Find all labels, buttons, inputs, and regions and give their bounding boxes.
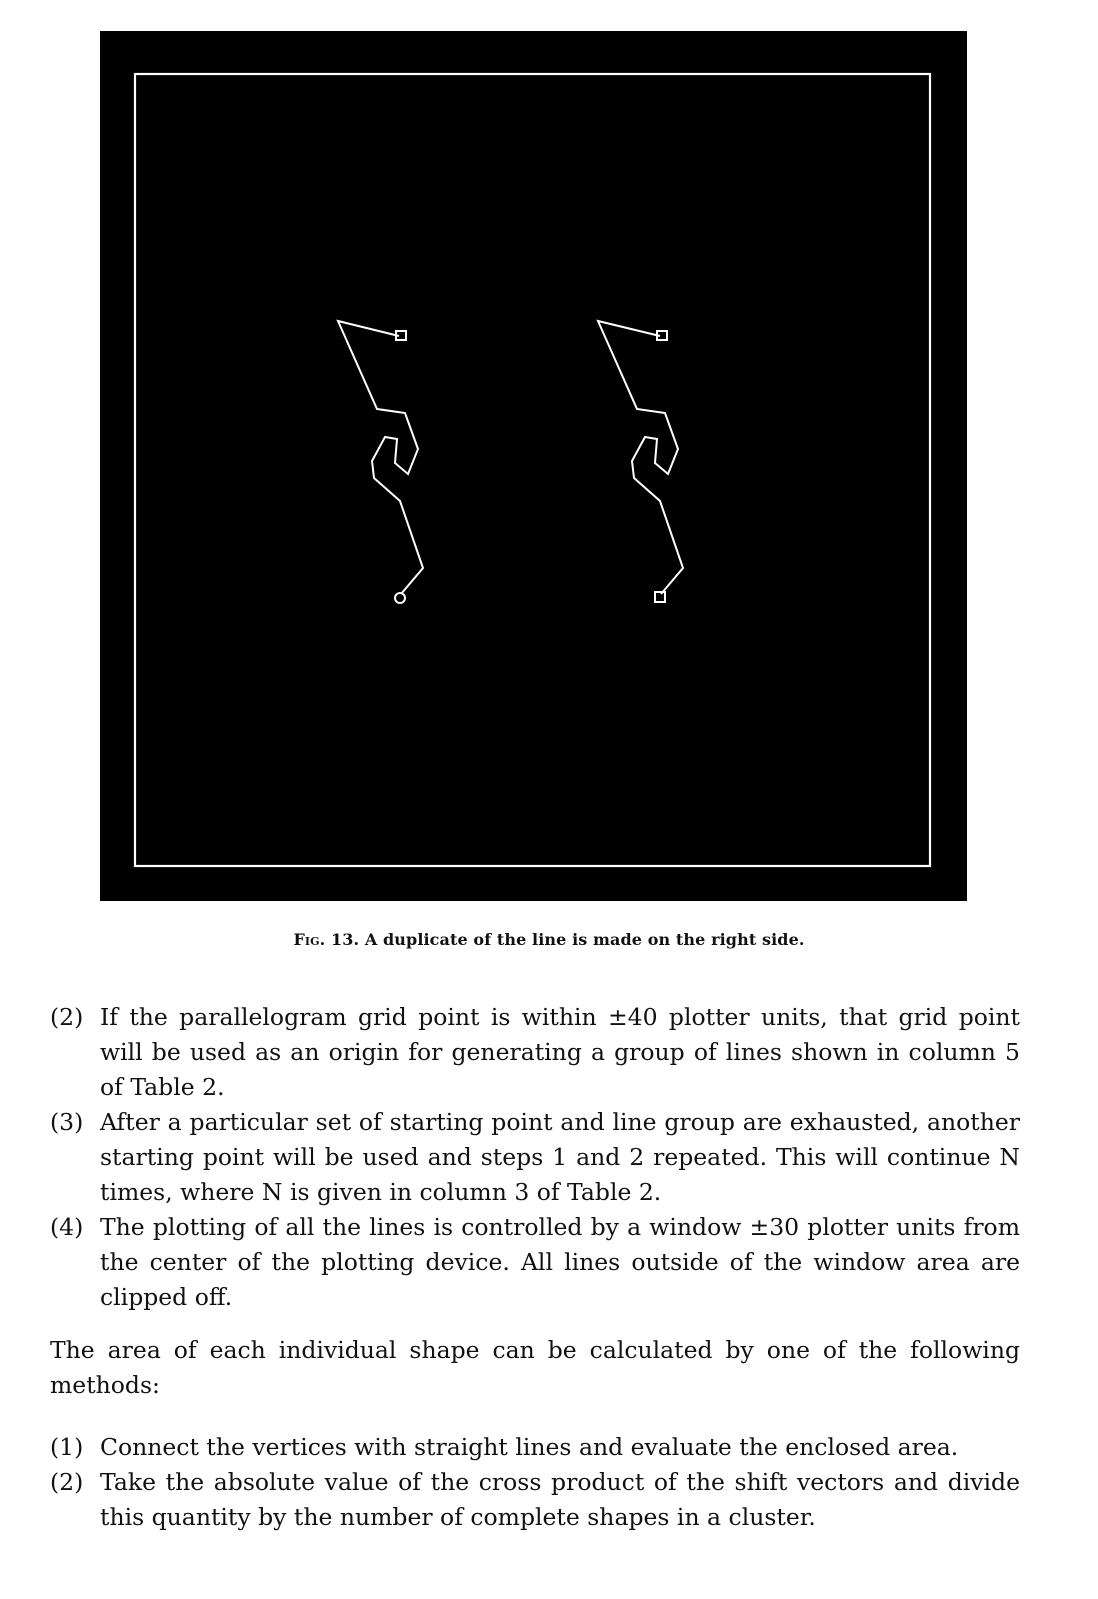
figure-label: Fig. 13. <box>293 930 360 949</box>
original-line-path <box>338 321 423 594</box>
list-item <box>50 1465 1020 1535</box>
area-paragraph: The area of each individual shape can be calculated by one of the following methods: <box>50 1336 1020 1399</box>
step-text: The plotting of all the lines is controlled by a window ±30 plotter units from the center of the plotting device. All lines outside of the window area are clipped off. <box>100 1213 1020 1311</box>
original-end-marker <box>395 593 405 603</box>
list-item <box>50 1105 1020 1210</box>
procedure-steps <box>50 1000 1020 1315</box>
step-text: If the parallelogram grid point is within ±40 plotter units, that grid point will be used as an origin for generating a group of lines shown in column 5 of Table 2. <box>100 1003 1020 1101</box>
list-item <box>50 1430 1020 1465</box>
duplicate-end-marker <box>655 592 665 602</box>
method-number: (1) <box>50 1433 84 1461</box>
duplicate-line-path <box>598 321 683 594</box>
step-text: After a particular set of starting point and line group are exhausted, another starting point will be used and steps 1 and 2 repeated. This will continue N times, where N is given in column 3 of Table 2. <box>100 1108 1020 1206</box>
figure-caption-text: A duplicate of the line is made on the right side. <box>364 930 805 949</box>
plot-area <box>100 31 967 901</box>
duplicate-line <box>598 321 683 602</box>
step-number: (4) <box>50 1213 84 1241</box>
method-number: (2) <box>50 1468 84 1496</box>
method-text: Connect the vertices with straight lines and evaluate the enclosed area. <box>100 1433 959 1461</box>
plot-window-border <box>135 74 930 866</box>
figure-caption <box>0 930 1098 949</box>
method-text: Take the absolute value of the cross product of the shift vectors and divide this quantity by the number of complete shapes in a cluster. <box>100 1468 1020 1531</box>
list-item <box>50 1210 1020 1315</box>
step-number: (2) <box>50 1003 84 1031</box>
step-number: (3) <box>50 1108 84 1136</box>
area-methods <box>50 1430 1020 1535</box>
figure-13 <box>100 31 967 901</box>
original-line <box>338 321 423 603</box>
list-item <box>50 1000 1020 1105</box>
